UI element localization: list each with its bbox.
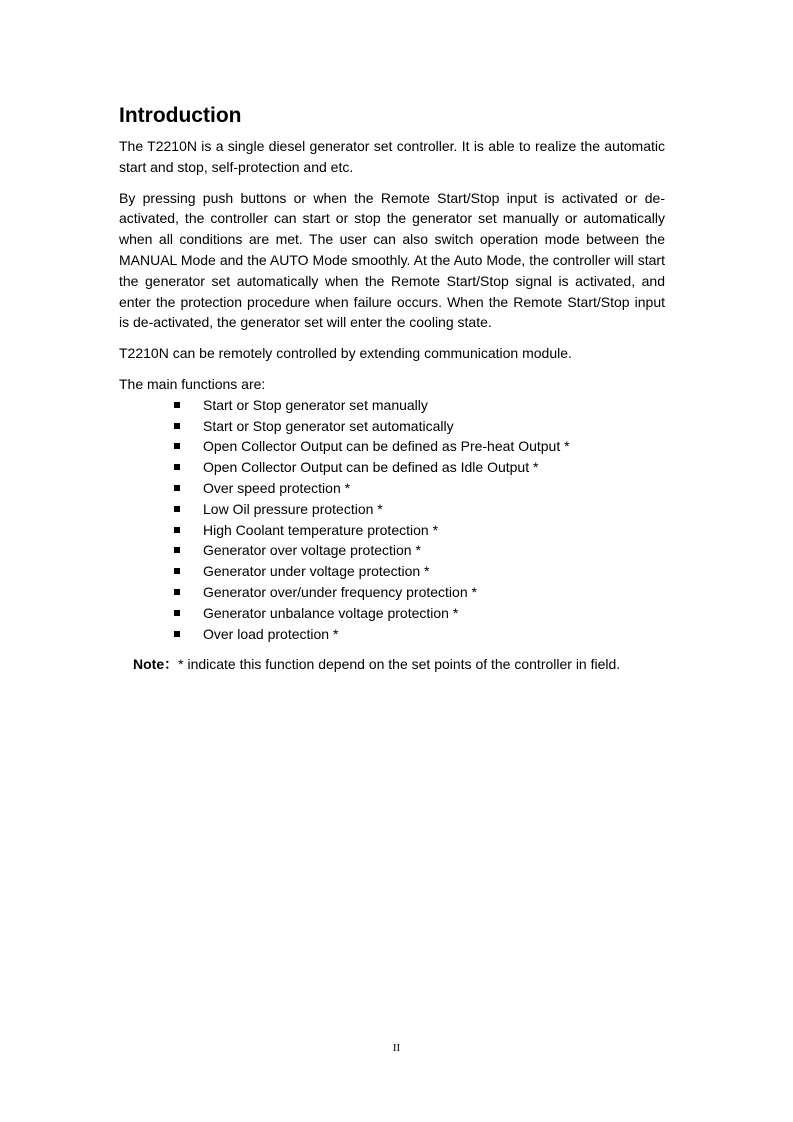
list-item-text: High Coolant temperature protection * (203, 521, 439, 538)
list-item (174, 416, 665, 437)
note-label: Note： (133, 656, 179, 673)
square-bullet-icon (174, 443, 180, 449)
square-bullet-icon (174, 485, 180, 491)
list-item (174, 603, 665, 624)
square-bullet-icon (174, 527, 180, 533)
section-title: Introduction (119, 104, 242, 127)
list-item (174, 520, 665, 541)
square-bullet-icon (174, 547, 180, 553)
square-bullet-icon (174, 631, 180, 637)
square-bullet-icon (174, 568, 180, 574)
document-page (119, 103, 665, 675)
functions-intro: The main functions are: (119, 375, 266, 392)
remote-control-paragraph: T2210N can be remotely controlled by extending communication module. (119, 345, 572, 362)
list-item-text: Generator over/under frequency protection * (203, 583, 477, 600)
square-bullet-icon (174, 610, 180, 616)
list-item-text: Over speed protection * (203, 479, 351, 496)
list-item (174, 499, 665, 520)
list-item-text: Generator unbalance voltage protection * (203, 604, 459, 621)
list-item (174, 624, 665, 645)
list-item-text: Open Collector Output can be defined as Pre-heat Output * (203, 438, 570, 455)
list-item-text: Generator under voltage protection * (203, 563, 430, 580)
square-bullet-icon (174, 402, 180, 408)
list-item (174, 395, 665, 416)
list-item (174, 582, 665, 603)
list-item-text: Over load protection * (203, 625, 339, 642)
list-item-text: Start or Stop generator set manually (203, 396, 428, 413)
list-item (174, 457, 665, 478)
note (133, 654, 665, 675)
intro-paragraph: The T2210N is a single diesel generator set controller. It is able to realize the automatic start and stop, self-protection and etc. (119, 138, 665, 175)
square-bullet-icon (174, 506, 180, 512)
list-item-text: Low Oil pressure protection * (203, 500, 383, 517)
operation-paragraph: By pressing push buttons or when the Remote Start/Stop input is activated or de-activated, the controller can start or stop the generator set manually or automatically when all conditions are met. The user can also switch operation mode between the MANUAL Mode and the AUTO Mode smoothly. At the Auto Mode, the controller will start the generator set automatically when the Remote Start/Stop signal is activated, and enter the protection procedure when failure occurs. When the Remote Start/Stop input is de-activated, the generator set will enter the cooling state. (119, 189, 665, 331)
list-item (174, 561, 665, 582)
square-bullet-icon (174, 589, 180, 595)
list-item-text: Generator over voltage protection * (203, 542, 421, 559)
functions-list (119, 395, 665, 645)
list-item (174, 436, 665, 457)
list-item (174, 478, 665, 499)
list-item (174, 540, 665, 561)
note-text: * indicate this function depend on the set points of the controller in field. (178, 656, 621, 673)
square-bullet-icon (174, 464, 180, 470)
list-item-text: Open Collector Output can be defined as Idle Output * (203, 459, 539, 476)
page-number: II (392, 1042, 401, 1054)
list-item-text: Start or Stop generator set automatically (203, 417, 454, 434)
square-bullet-icon (174, 423, 180, 429)
